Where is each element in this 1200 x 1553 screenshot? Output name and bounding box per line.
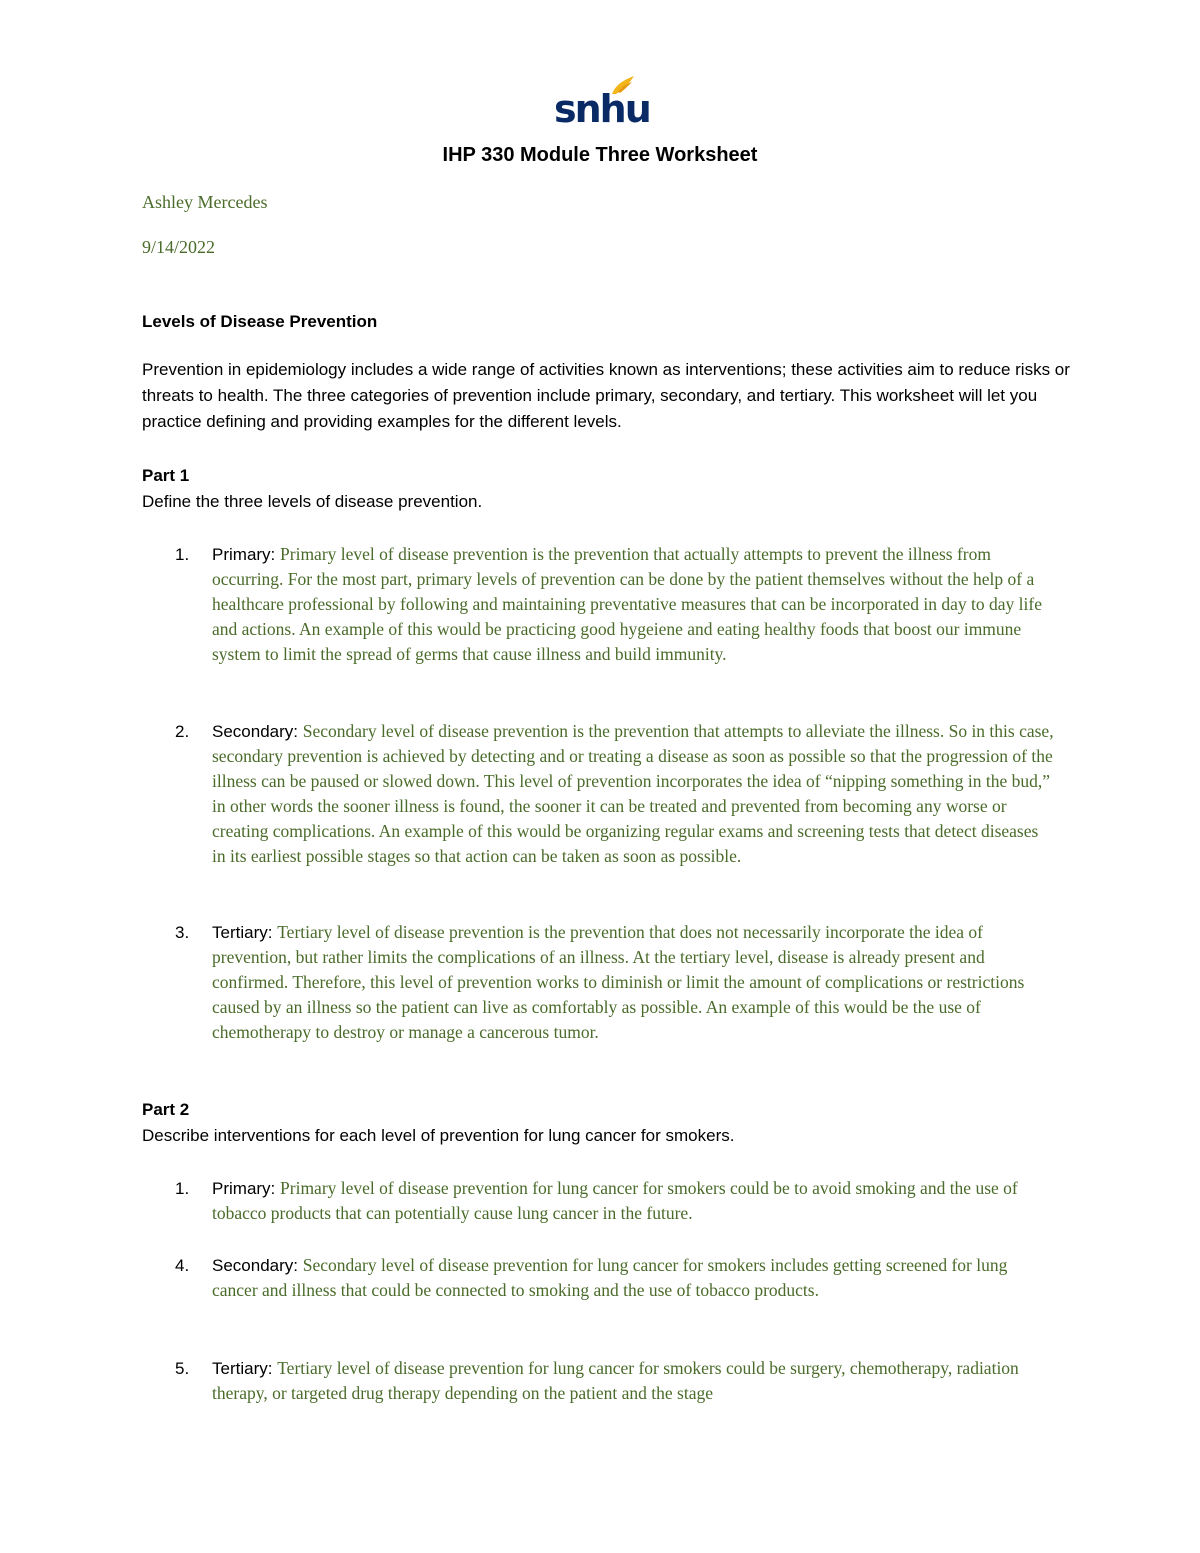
item-label: Primary: [212,1179,276,1198]
document-date: 9/14/2022 [142,237,216,257]
item-text: Tertiary level of disease prevention for lung cancer for smokers could be surgery, chemotherapy, radiation therapy, or targeted drug therapy depending on the patient and the stage [212,1358,1019,1403]
item-label: Secondary: [212,1256,298,1275]
part-2-header [142,1097,734,1149]
list-item [175,1356,1055,1406]
item-number: 5. [175,1359,190,1378]
list-item [175,920,1055,1045]
part-2-prompt: Describe interventions for each level of prevention for lung cancer for smokers. [142,1126,735,1145]
logo-wordmark: snhu [554,87,650,131]
item-text: Tertiary level of disease prevention is the prevention that does not necessarily incorporate the idea of prevention, but rather limits the complications of an illness. At the tertiary level, disease is already present and confirmed. Therefore, this level of prevention works to diminish or limit the amount of complications or restrictions caused by an illness so the patient can live as comfortably as possible. An example of this would be the use of chemotherapy to destroy or manage a cancerous tumor. [212,922,1025,1042]
part-2-heading: Part 2 [142,1100,190,1119]
list-item [175,542,1055,667]
section-heading: Levels of Disease Prevention [142,312,378,331]
item-text: Secondary level of disease prevention is the prevention that attempts to alleviate the illness. So in this case, secondary prevention is achieved by detecting and or treating a disease as soon as possible so that the progression of the illness can be paused or slowed down. This level of prevention incorporates the idea of “nipping something in the bud,” in other words the sooner illness is found, the sooner it can be treated and prevented from becoming any worse or creating complications. An example of this would be organizing regular exams and screening tests that detect diseases in its earliest possible stages so that action can be taken as soon as possible. [212,721,1054,866]
snhu-logo [554,74,650,132]
item-label: Secondary: [212,722,298,741]
page-title: IHP 330 Module Three Worksheet [442,144,758,166]
item-text: Primary level of disease prevention is the prevention that actually attempts to prevent the illness from occurring. For the most part, primary levels of prevention can be done by the patient themselves without the help of a healthcare professional by following and maintaining preventative measures that can be incorporated in day to day life and actions. An example of this would be practicing good hygeiene and eating healthy foods that boost our immune system to limit the spread of germs that cause illness and build immunity. [212,544,1042,664]
item-label: Primary: [212,545,276,564]
list-item [175,1253,1055,1303]
item-number: 2. [175,722,190,741]
list-item [175,1176,1055,1226]
item-text: Secondary level of disease prevention for lung cancer for smokers includes getting screened for lung cancer and illness that could be connected to smoking and the use of tobacco products. [212,1255,1008,1300]
part-1-heading: Part 1 [142,466,190,485]
item-number: 3. [175,923,190,942]
item-text: Primary level of disease prevention for lung cancer for smokers could be to avoid smoking and the use of tobacco products that can potentially cause lung cancer in the future. [212,1178,1018,1223]
item-label: Tertiary: [212,1359,273,1378]
list-item [175,719,1055,869]
item-number: 1. [175,545,190,564]
item-number: 4. [175,1256,190,1275]
intro-paragraph: Prevention in epidemiology includes a wide range of activities known as interventions; these activities aim to reduce risks or threats to health. The three categories of prevention include primary, secondary, and tertiary. This worksheet will let you practice defining and providing examples for the different levels. [142,360,1070,431]
item-label: Tertiary: [212,923,273,942]
item-number: 1. [175,1179,190,1198]
part-1-header [142,463,482,515]
author-name: Ashley Mercedes [142,192,268,212]
part-1-prompt: Define the three levels of disease prevention. [142,492,483,511]
